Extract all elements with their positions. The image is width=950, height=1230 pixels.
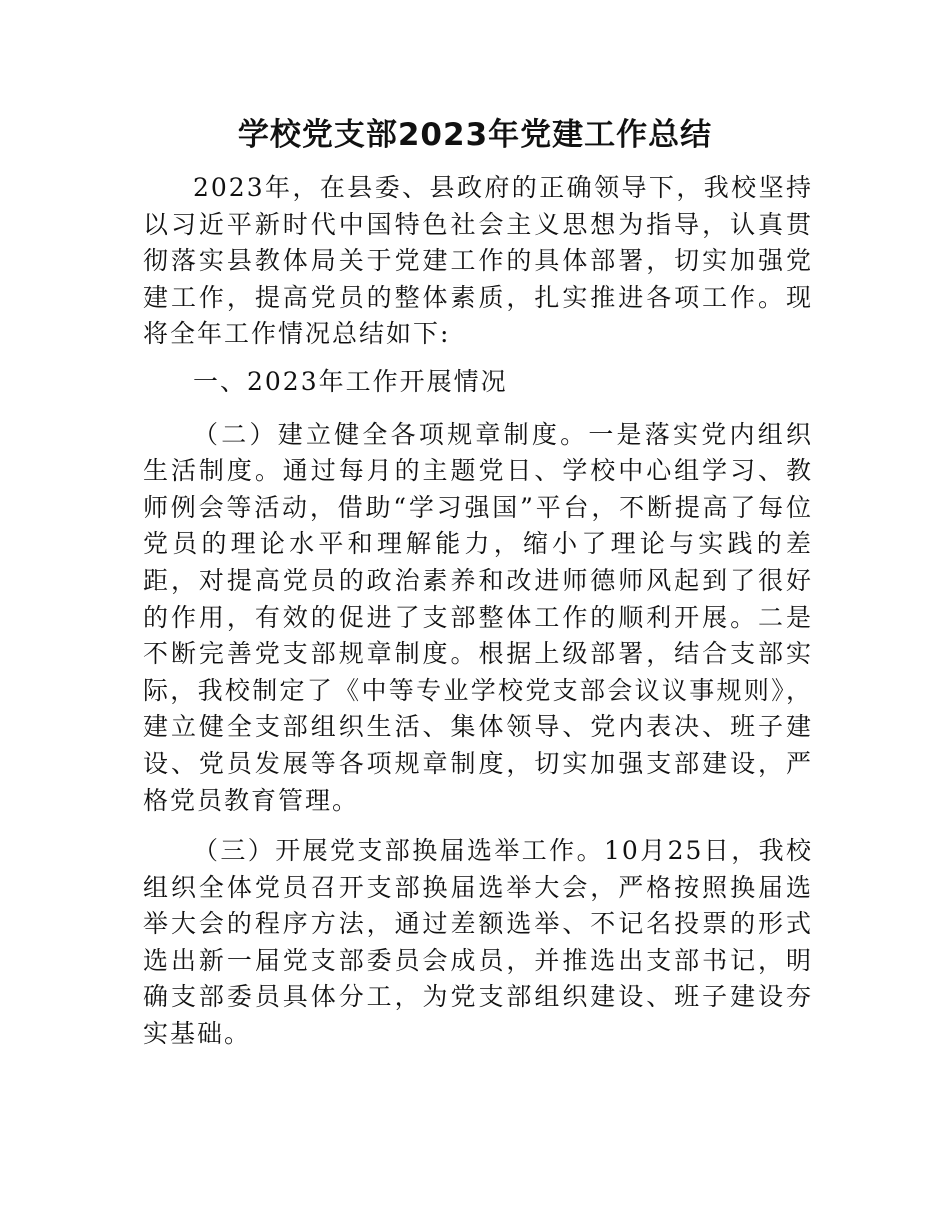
election-paragraph: （三）开展党支部换届选举工作。10月25日，我校组织全体党员召开支部换届选举大会，严格按照换届选举大会的程序方法，通过差额选举、不记名投票的形式选出新一届党支部委员会成员，并推选出支部书记，明确支部委员具体分工，为党支部组织建设、班子建设夯实基础。: [143, 836, 813, 1049]
section-heading: 一、2023年工作开展情况: [193, 366, 508, 396]
rules-paragraph: （二）建立健全各项规章制度。一是落实党内组织生活制度。通过每月的主题党日、学校中心组学习、教师例会等活动，借助“学习强国”平台，不断提高了每位党员的理论水平和理解能力，缩小了理论与实践的差距，对提高党员的政治素养和改进师德师风起到了很好的作用，有效的促进了支部整体工作的顺利开展。二是不断完善党支部规章制度。根据上级部署，结合支部实际，我校制定了《中等专业学校党支部会议议事规则》，建立健全支部组织生活、集体领导、党内表决、班子建设、党员发展等各项规章制度，切实加强支部建设，严格党员教育管理。: [143, 419, 813, 815]
document-title: 学校党支部2023年党建工作总结: [237, 117, 713, 153]
document-body: [143, 170, 813, 1053]
intro-paragraph: 2023年，在县委、县政府的正确领导下，我校坚持以习近平新时代中国特色社会主义思想为指导，认真贯彻落实县教体局关于党建工作的具体部署，切实加强党建工作，提高党员的整体素质，扎实推进各项工作。现将全年工作情况总结如下:: [143, 173, 813, 349]
